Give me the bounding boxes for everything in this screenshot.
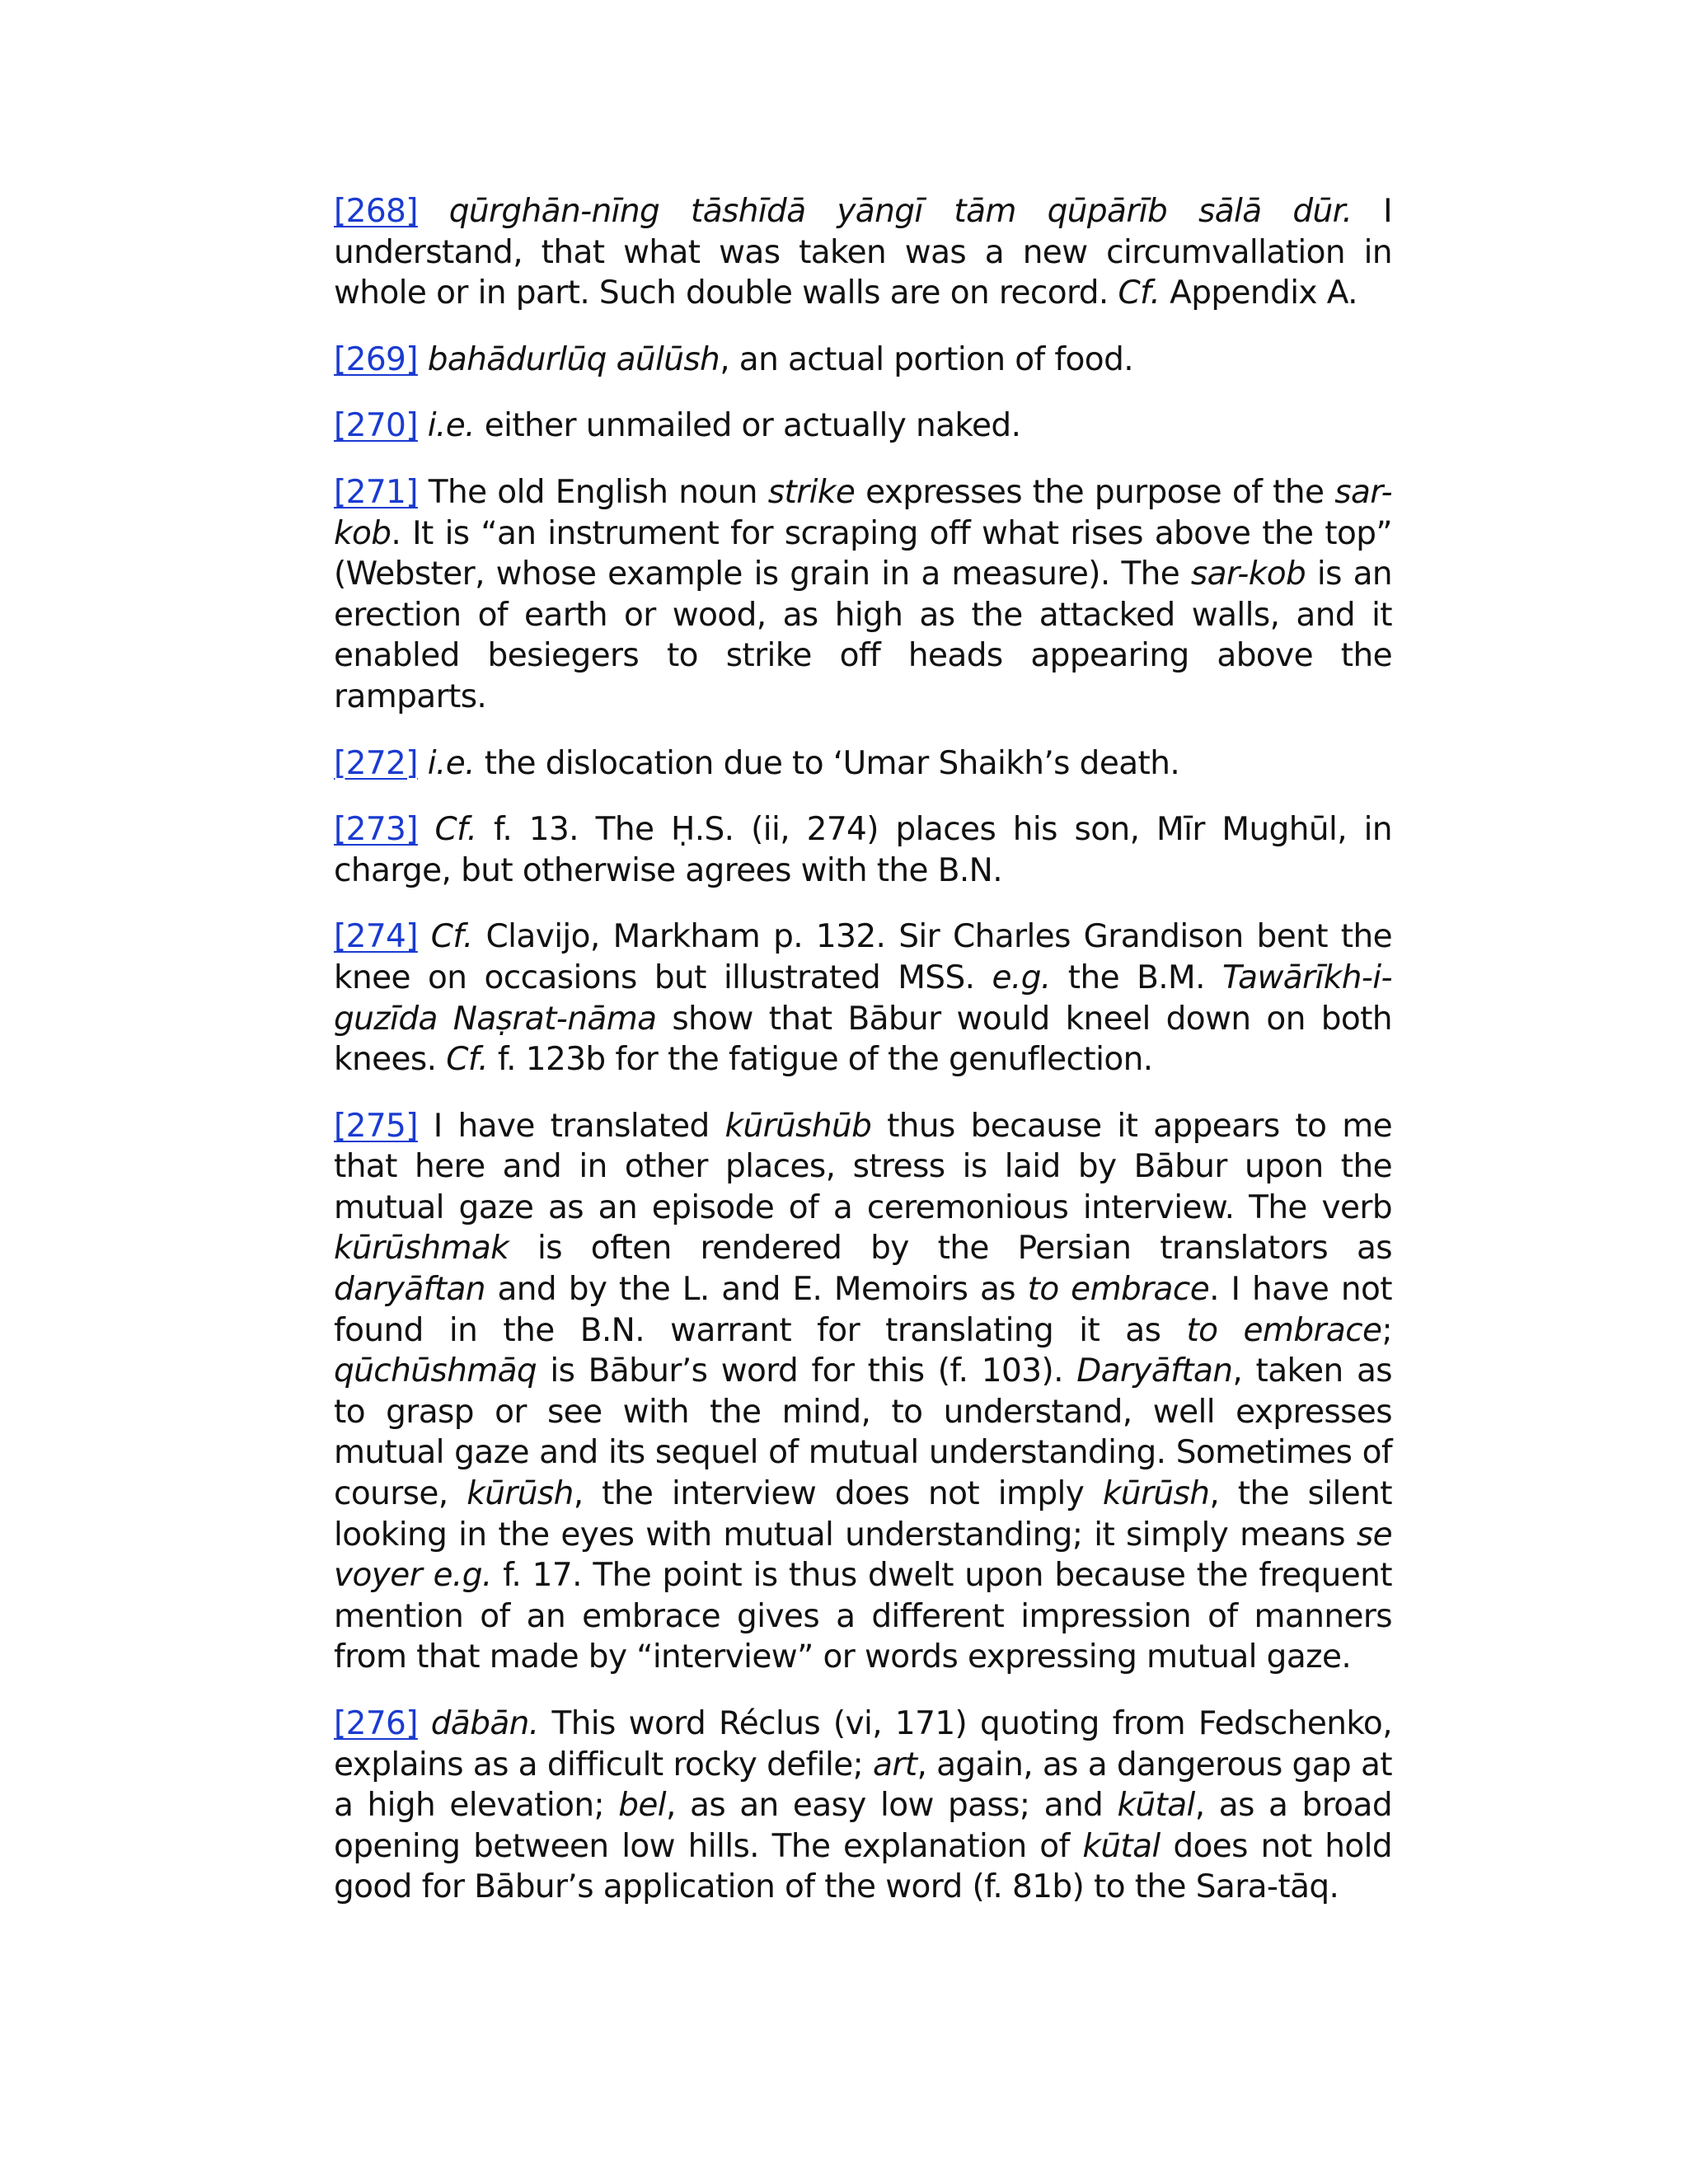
footnote-text: and by the L. and E. Memoirs as <box>485 1271 1028 1309</box>
footnote-italic-text: kūrūshmak <box>334 1230 509 1268</box>
footnote-text <box>418 193 449 230</box>
footnote-text: , again, as a dangerous gap at a high elevation; <box>334 1746 1392 1825</box>
footnote-italic-text: to embrace <box>1186 1311 1382 1349</box>
footnote-text: , the interview does not imply <box>573 1475 1103 1513</box>
footnote-text: ; <box>1381 1311 1392 1349</box>
footnote-ref-link[interactable]: [273] <box>334 811 418 849</box>
footnote-text: , an actual portion of food. <box>720 340 1134 378</box>
footnote <box>334 809 1392 891</box>
footnote-text: , as a broad opening between low hills. The explanation of <box>334 1787 1392 1865</box>
footnote-italic-text: Tawārīkh-i-guzīda Naṣrat-nāma <box>334 958 1392 1038</box>
footnote-text: does not hold good for Bābur’s application of the word (f. 81b) to the Sara-tāq. <box>334 1827 1393 1906</box>
footnote-ref-link[interactable]: [276] <box>334 1705 418 1742</box>
footnote-italic-text: daryāftan <box>334 1271 485 1309</box>
footnote-ref-link[interactable]: [275] <box>334 1107 418 1145</box>
footnote-text: show that Bābur would kneel down on both knees. <box>334 1000 1392 1079</box>
footnote-text: , the silent looking in the eyes with mutual understanding; it simply means <box>334 1475 1392 1554</box>
footnote-italic-text: bahādurlūq aūlūsh <box>427 340 720 378</box>
footnote-text: , taken as to grasp or see with the mind, to understand, well expresses mutual gaze and its sequel of mutual understanding. Sometimes of course, <box>334 1352 1392 1513</box>
footnote-ref-link[interactable]: [269] <box>334 340 418 378</box>
footnote-italic-text: i.e. <box>427 407 475 445</box>
footnote-ref-link[interactable]: [274] <box>334 918 418 956</box>
footnote-text: the dislocation due to ‘Umar Shaikh’s death. <box>474 744 1180 782</box>
footnote-italic-text: Cf. <box>446 1041 489 1079</box>
footnote-text <box>418 1705 431 1742</box>
footnote-italic-text: kūrūsh <box>467 1475 574 1513</box>
footnote-text <box>418 407 428 444</box>
footnote-italic-text: bel <box>618 1787 667 1825</box>
footnotes-page <box>334 191 1392 1933</box>
footnote-text: is an erection of earth or wood, as high as the attacked walls, and it enabled besiegers to strike off heads appearing above the ramparts. <box>334 555 1392 715</box>
footnote-italic-text: strike <box>767 473 856 511</box>
footnote-text: either unmailed or actually naked. <box>474 407 1021 445</box>
footnote <box>334 916 1392 1080</box>
footnote-text <box>418 745 428 782</box>
footnote-text <box>418 811 435 848</box>
footnote-italic-text: kūrūsh <box>1102 1475 1210 1513</box>
footnote-italic-text: i.e. <box>427 744 475 782</box>
footnote-italic-text: dābān. <box>430 1705 539 1742</box>
footnote-ref-link[interactable]: [270] <box>334 407 418 445</box>
footnote-text: . It is “an instrument for scraping off what rises above the top” (Webster, whose example is grain in a measure). The <box>334 514 1392 593</box>
footnote <box>334 340 1392 381</box>
footnote <box>334 472 1392 718</box>
footnote-text: f. 13. The Ḥ.S. (ii, 274) places his son, Mīr Mughūl, in charge, but otherwise agrees with the B.N. <box>334 811 1392 889</box>
footnote-text: This word Réclus (vi, 171) quoting from Fedschenko, explains as a difficult rocky defile; <box>334 1705 1392 1783</box>
footnote <box>334 405 1392 447</box>
footnote-text: is Bābur’s word for this (f. 103). <box>537 1352 1077 1390</box>
footnote-text: The old English noun <box>417 473 768 511</box>
footnote-italic-text: art <box>873 1746 917 1783</box>
footnote-text: Clavijo, Markham p. 132. Sir Charles Grandison bent the knee on occasions but illustrated MSS. <box>334 918 1392 996</box>
footnote-text <box>418 341 428 378</box>
footnote-italic-text: kūtal <box>1117 1787 1195 1825</box>
footnote-text: . I have not found in the B.N. warrant for translating it as <box>334 1271 1392 1349</box>
footnote <box>334 1704 1392 1908</box>
footnote-italic-text: se voyer e.g. <box>334 1516 1392 1595</box>
footnote-italic-text: kūrūshūb <box>724 1107 872 1145</box>
footnote-italic-text: sar-kob <box>1190 555 1306 593</box>
footnote-text <box>418 918 431 955</box>
footnote-text: the B.M. <box>1050 958 1223 996</box>
footnote-text: expresses the purpose of the <box>855 473 1335 511</box>
footnote-italic-text: Daryāftan <box>1076 1352 1233 1390</box>
footnote <box>334 1106 1392 1678</box>
footnote-text: thus because it appears to me that here and in other places, stress is laid by Bābur upon the mutual gaze as an episode of a ceremonious interview. The verb <box>334 1107 1392 1226</box>
footnote-ref-link[interactable]: [268] <box>334 193 418 230</box>
footnote-italic-text: sar-kob <box>334 473 1393 552</box>
footnote-italic-text: qūchūshmāq <box>334 1352 537 1390</box>
footnote-italic-text: e.g. <box>992 958 1051 996</box>
footnote-text: I understand, that what was taken was a new circumvallation in whole or in part. Such double walls are on record. <box>334 193 1392 312</box>
footnote-italic-text: qūrghān-nīng tāshīdā yāngī tām qūpārīb sālā dūr. <box>448 193 1353 230</box>
footnote-text: is often rendered by the Persian translators as <box>509 1230 1392 1268</box>
footnote-italic-text: to embrace <box>1027 1271 1210 1309</box>
footnote-text: I have translated <box>417 1107 725 1145</box>
footnote-text: f. 17. The point is thus dwelt upon because the frequent mention of an embrace gives a different impression of manners from that made by “interview” or words expressing mutual gaze. <box>334 1557 1392 1676</box>
footnote-ref-link[interactable]: [272] <box>334 744 418 782</box>
footnote-text: Appendix A. <box>1160 274 1357 312</box>
footnote-text: , as an easy low pass; and <box>666 1787 1118 1825</box>
footnote <box>334 743 1392 785</box>
footnote-italic-text: kūtal <box>1082 1827 1160 1865</box>
footnote-text: f. 123b for the fatigue of the genuflection. <box>488 1041 1153 1079</box>
footnote-ref-link[interactable]: [271] <box>334 473 418 511</box>
footnote <box>334 191 1392 314</box>
footnote-italic-text: Cf. <box>1118 274 1160 312</box>
footnote-italic-text: Cf. <box>430 918 473 956</box>
footnote-italic-text: Cf. <box>434 811 477 849</box>
